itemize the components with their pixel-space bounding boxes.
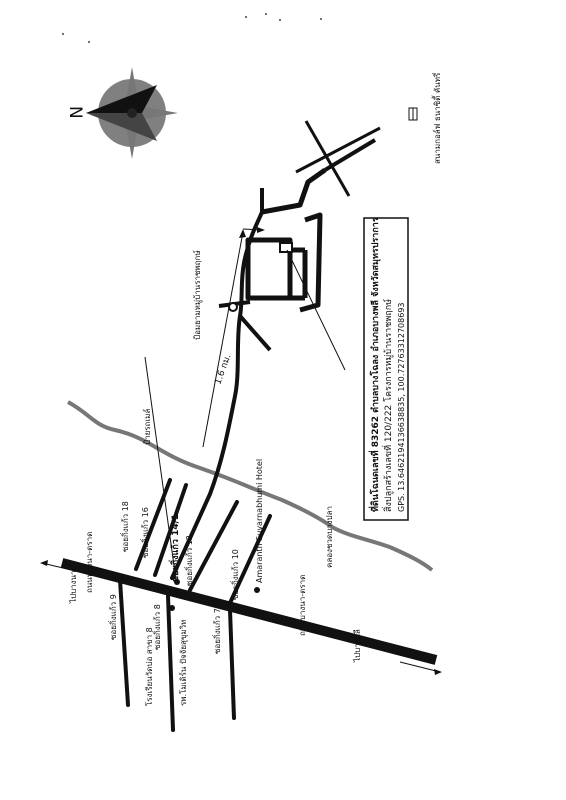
canal-label: คลองชวดบางปลา [325, 505, 334, 568]
school-label: โรงเรียนวัดบ่อ สาขา 8 [145, 627, 154, 706]
soi-8-road [168, 596, 173, 730]
hospital-label: รพ.โมเดิร์น ปัจจัยสุขุมวิท [179, 619, 188, 706]
side-road [240, 316, 270, 350]
village-roads [248, 170, 325, 310]
direction-left-label: ไปบางนา [69, 570, 78, 603]
distance-label: 1.6 กม. [213, 353, 234, 387]
water-stop-label: ป้อมยามหมู่บ้านราชพฤกษ์ [193, 250, 202, 340]
info-pointer-line [287, 250, 345, 370]
compass-north-letter: N [65, 106, 85, 119]
golf-label: สนามกอล์ฟ ธนาซิตี้ คันทรี่ [433, 72, 442, 164]
compass-rose [86, 67, 178, 159]
golf-flag-icon [409, 108, 417, 120]
info-line-2: สิ่งปลูกสร้างเลขที่ 120/222 โครงการหมู่บ้านราชพฤกษ์ [384, 298, 394, 512]
main-highway [62, 563, 436, 660]
scan-noise [62, 13, 322, 43]
soi-12-road [190, 502, 237, 590]
soi-12-label: ซอยกิ่งแก้ว 12 [185, 535, 194, 586]
destination-plot [280, 243, 292, 252]
info-line-1: ที่ดินโฉนดเลขที่ 83262 ตำบลบางโฉลง อำเภอบางพลี จังหวัดสมุทรปราการ [371, 217, 381, 512]
info-line-3: GPS. 13.6462194136638835, 100.72763312708693 [397, 302, 406, 512]
cross-road-b [296, 128, 380, 172]
bus-station-label: ป้ายรถเมล์ [143, 408, 152, 445]
direction-right-label: ไปบางพลี [353, 629, 362, 662]
soi-18-label: ซอยกิ่งแก้ว 18 [121, 501, 130, 552]
soi-14-1-label: ซอยกิ่งแก้ว 14/1 [171, 513, 181, 582]
amaranth-label: Amaranth Suvarnabhumi Hotel [255, 458, 264, 583]
soi-9-label: ซอยกิ่งแก้ว 9 [109, 594, 118, 640]
soi-16-label: ซอยกิ่งแก้ว 16 [141, 507, 150, 558]
hospital-dot [169, 605, 175, 611]
soi-10-label: ซอยกิ่งแก้ว 10 [231, 549, 240, 600]
soi-7-label: ซอยกิ่งแก้ว 7 [213, 608, 222, 654]
main-road-lower-label: ถนนบางนา-ตราด [298, 574, 307, 636]
water-stop-dot [229, 303, 237, 311]
soi-7-road [230, 610, 234, 718]
main-road-upper-label: ถนนบางนา-ตราด [85, 531, 94, 593]
soi-8-label: ซอยกิ่งแก้ว 8 [153, 604, 162, 650]
soi-9-road [120, 580, 128, 705]
amaranth-dot [254, 587, 260, 593]
